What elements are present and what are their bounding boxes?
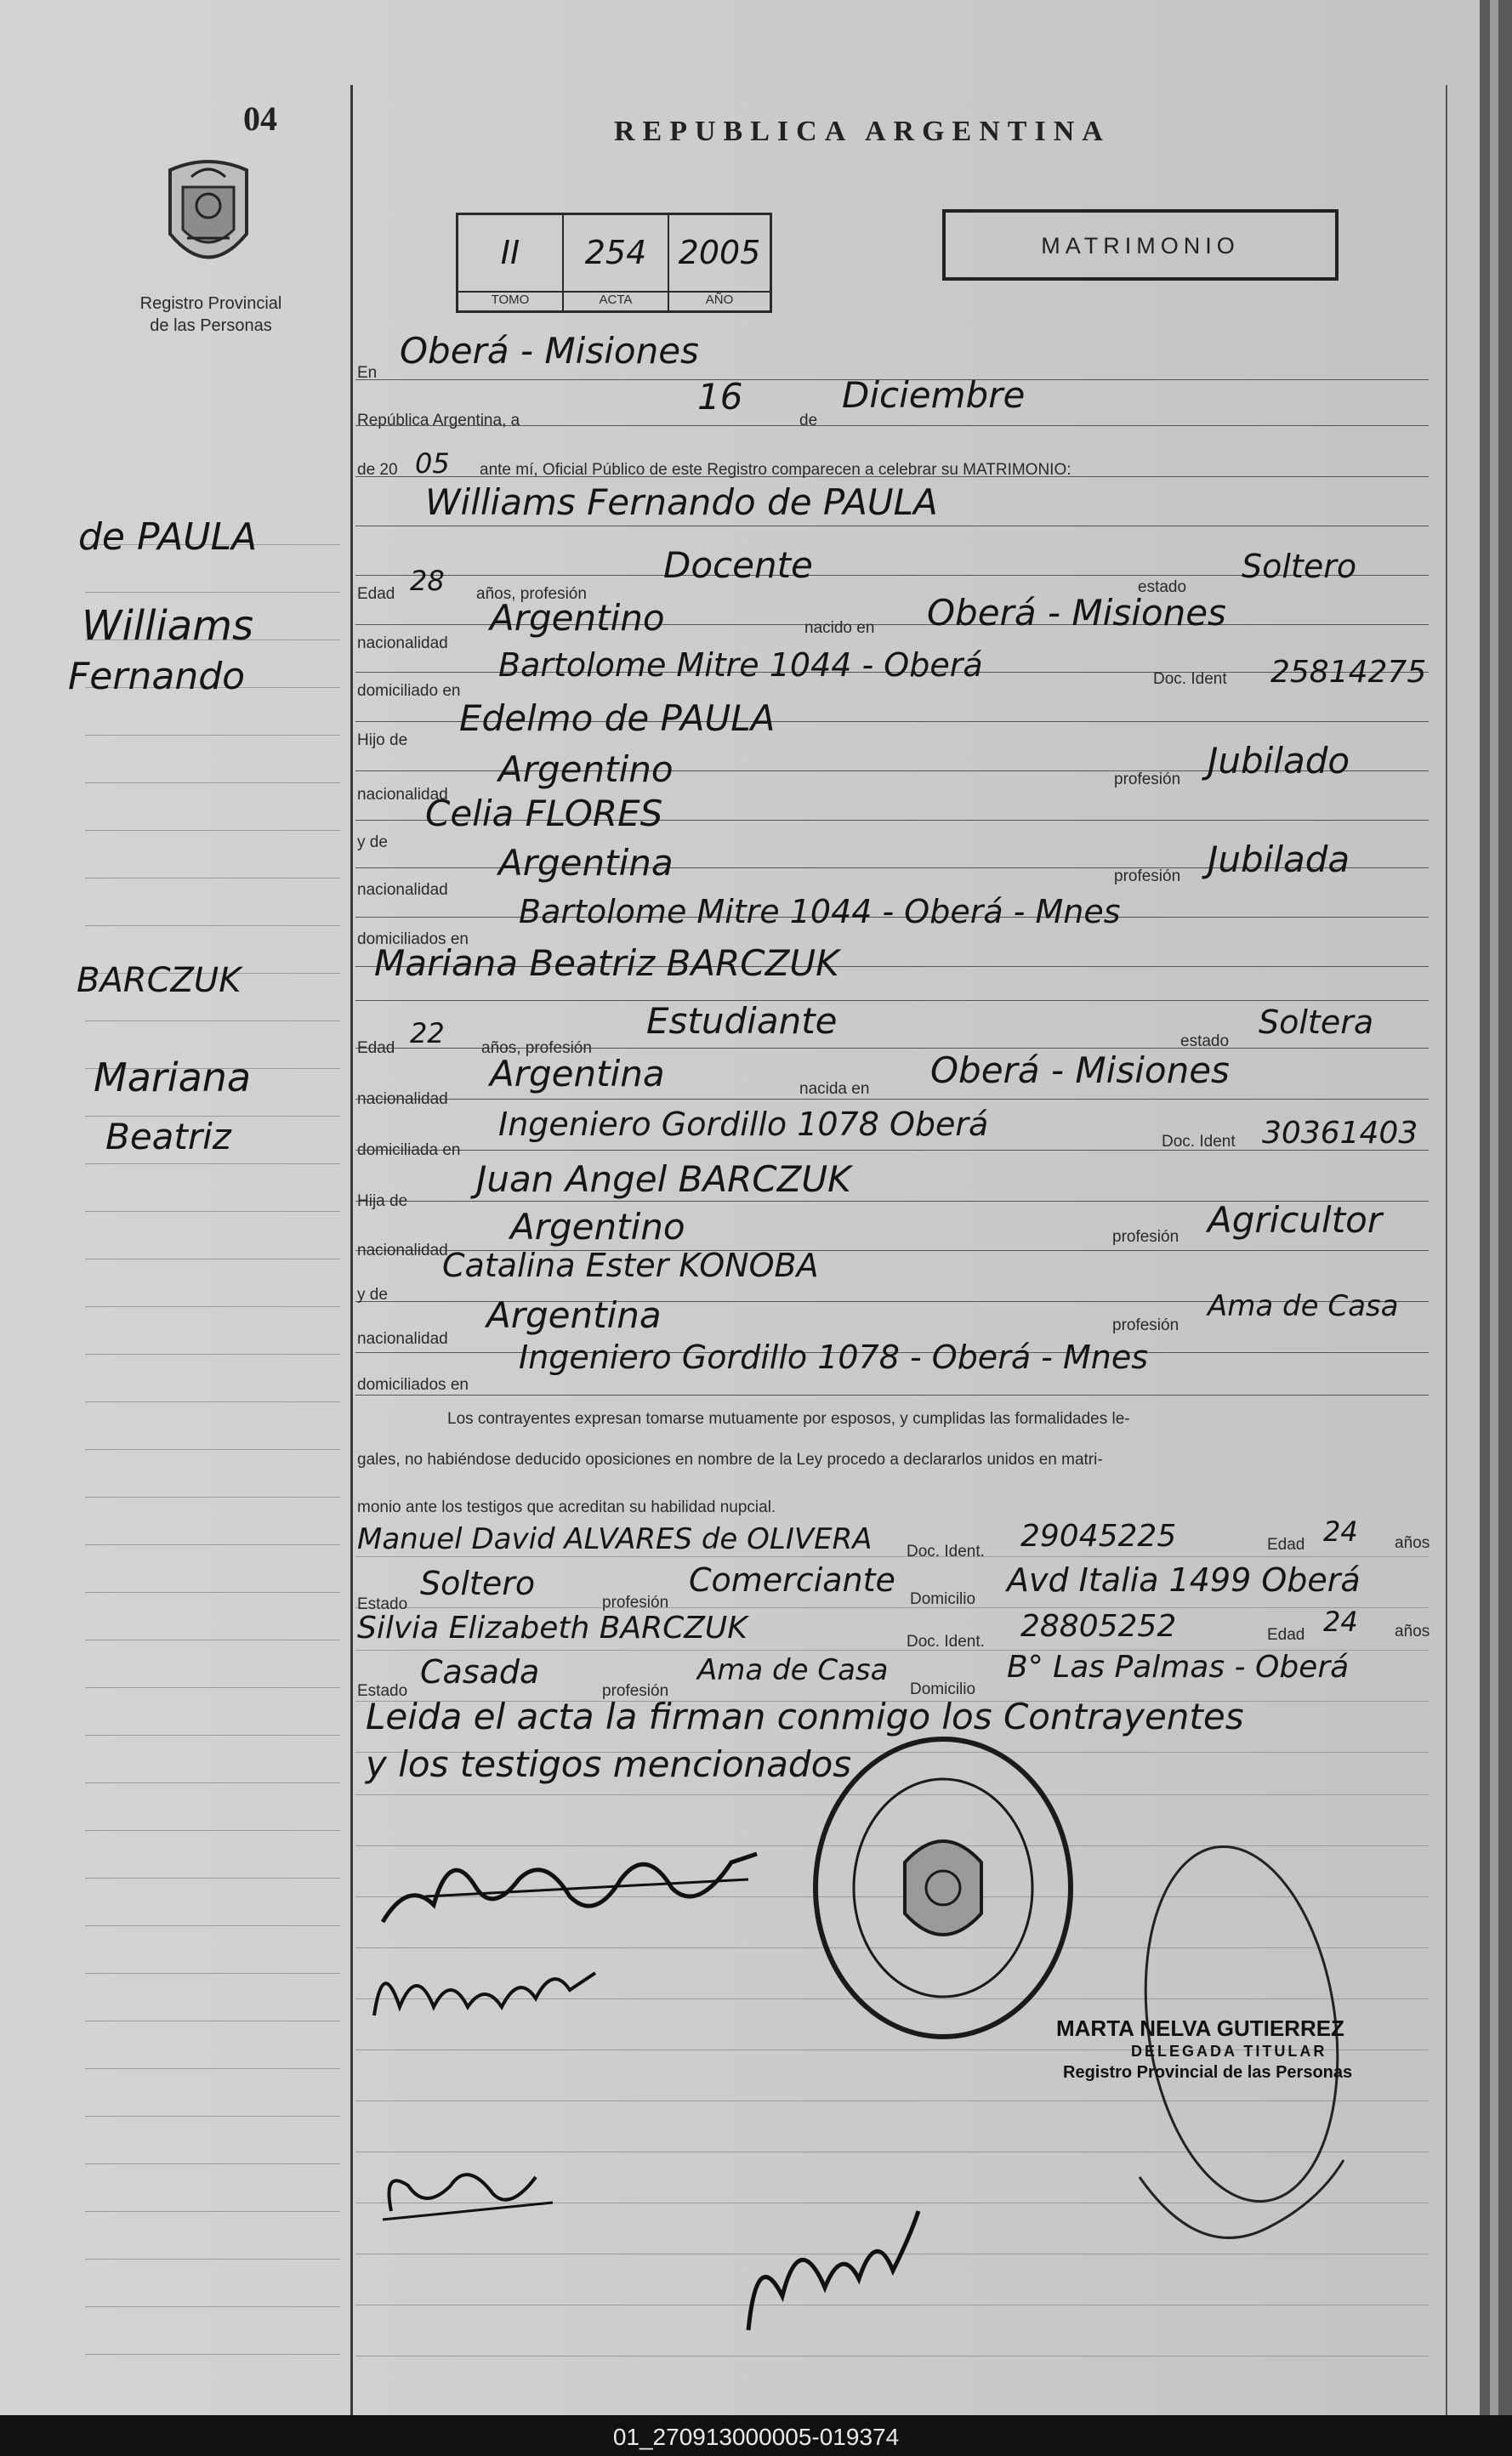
- official-signature-icon: [1131, 2143, 1352, 2266]
- label-estado: Estado: [357, 1682, 408, 1700]
- label-estado: estado: [1138, 578, 1187, 596]
- margin-bride-name1: Mariana: [94, 1055, 252, 1100]
- ruled-line-left: [85, 1401, 340, 1402]
- label-domiciliados-en: domiciliados en: [357, 1376, 469, 1394]
- label-nacido-en: nacido en: [804, 619, 875, 637]
- ruled-line-left: [85, 2306, 340, 2307]
- closing-text-line2: gales, no habiéndose deducido oposiciones en nombre de la Ley procedo a declararlos unidos en matri-: [357, 1451, 1103, 1469]
- bride-mother: Catalina Ester KONOBA: [442, 1247, 819, 1284]
- scan-footer: [0, 2415, 1512, 2456]
- label-domiciliados-en: domiciliados en: [357, 930, 469, 948]
- groom-father-profession: Jubilado: [1208, 740, 1350, 782]
- acta-label: ACTA: [564, 291, 668, 307]
- label-edad: Edad: [1267, 1536, 1305, 1554]
- label-estado: Estado: [357, 1595, 408, 1613]
- label-intro: ante mí, Oficial Público de este Registro comparecen a celebrar su MATRIMONIO:: [480, 461, 1071, 479]
- label-edad: Edad: [1267, 1626, 1305, 1644]
- official-seal-icon: [803, 1726, 1083, 2054]
- bride-signature-icon: [366, 1939, 604, 2037]
- anio-label: AÑO: [669, 291, 770, 307]
- ruled-line-left: [85, 2163, 340, 2164]
- margin-groom-name1: Williams: [82, 602, 253, 650]
- witness1-civil-status: Soltero: [420, 1565, 536, 1602]
- month-value: Diciembre: [842, 374, 1026, 416]
- label-profesion: profesión: [1112, 1228, 1179, 1246]
- page-title: REPUBLICA ARGENTINA: [614, 116, 1111, 147]
- groom-civil-status: Soltero: [1242, 548, 1357, 585]
- label-anios-profesion: años, profesión: [476, 585, 587, 603]
- anio-value: 2005: [678, 234, 761, 271]
- acta-cell: [564, 215, 669, 310]
- label-profesion: profesión: [1114, 770, 1181, 788]
- bride-age: 22: [410, 1017, 445, 1049]
- ruled-line-left: [85, 1878, 340, 1879]
- label-estado: estado: [1180, 1032, 1230, 1050]
- act-type-box: [942, 209, 1339, 281]
- label-edad: Edad: [357, 585, 395, 603]
- page-number: 04: [243, 99, 277, 138]
- witness2-name: Silvia Elizabeth BARCZUK: [357, 1611, 747, 1646]
- label-domiciliada-en: domiciliada en: [357, 1141, 461, 1159]
- ruled-line-left: [85, 1782, 340, 1783]
- witness1-address: Avd Italia 1499 Oberá: [1007, 1561, 1361, 1599]
- ruled-line-body: [355, 1556, 1429, 1557]
- registry-name-line2: de las Personas: [150, 316, 272, 335]
- bride-parents-address: Ingeniero Gordillo 1078 - Oberá - Mnes: [519, 1339, 1149, 1376]
- groom-profession: Docente: [663, 544, 813, 586]
- ruled-line-body: [355, 2356, 1429, 2357]
- label-domicilio: Domicilio: [910, 1590, 976, 1608]
- witness2-doc: 28805252: [1020, 1609, 1177, 1644]
- bride-birthplace: Oberá - Misiones: [930, 1049, 1230, 1091]
- bride-full-name: Mariana Beatriz BARCZUK: [374, 942, 839, 984]
- day-value: 16: [697, 376, 743, 418]
- groom-mother-profession: Jubilada: [1208, 839, 1350, 880]
- witness1-name: Manuel David ALVARES de OLIVERA: [357, 1522, 873, 1556]
- closing-text-line3: monio ante los testigos que acreditan su habilidad nupcial.: [357, 1498, 776, 1516]
- groom-signature-icon: [374, 1828, 765, 1943]
- label-doc-ident: Doc. Ident: [1153, 670, 1227, 688]
- ruled-line-left: [85, 1020, 340, 1021]
- bride-father-profession: Agricultor: [1208, 1199, 1383, 1241]
- label-anios: años: [1395, 1623, 1430, 1640]
- witness2-profession: Ama de Casa: [697, 1653, 889, 1687]
- ruled-line-left: [85, 925, 340, 926]
- witness1-signature-icon: [374, 2143, 561, 2232]
- margin-groom-name2: Fernando: [68, 655, 246, 698]
- ruled-line-body: [355, 1099, 1429, 1100]
- anio-cell: [669, 215, 770, 310]
- witness1-profession: Comerciante: [689, 1561, 895, 1599]
- label-doc-ident: Doc. Ident.: [907, 1543, 985, 1561]
- bride-mother-nationality: Argentina: [486, 1294, 662, 1336]
- label-doc-ident: Doc. Ident.: [907, 1633, 985, 1651]
- label-anios: años: [1395, 1534, 1430, 1552]
- coat-of-arms-icon: [153, 153, 264, 285]
- label-nacida-en: nacida en: [799, 1080, 870, 1098]
- right-margin-line: [1446, 85, 1447, 2415]
- ruled-line-body: [355, 1395, 1429, 1396]
- page-edge-highlight: [1490, 0, 1498, 2415]
- label-profesion: profesión: [1114, 867, 1181, 885]
- official-role: DELEGADA TITULAR: [1131, 2043, 1327, 2060]
- bride-profession: Estudiante: [646, 1000, 838, 1042]
- bride-father-nationality: Argentino: [510, 1206, 685, 1248]
- bride-address: Ingeniero Gordillo 1078 Oberá: [498, 1106, 989, 1143]
- place-value: Oberá - Misiones: [400, 330, 699, 372]
- ruled-line-left: [85, 782, 340, 783]
- label-y-de: y de: [357, 1286, 388, 1304]
- margin-bride-surname: BARCZUK: [77, 961, 242, 1000]
- label-doc-ident: Doc. Ident: [1162, 1133, 1236, 1151]
- ruled-line-left: [85, 1592, 340, 1593]
- ruled-line-left: [85, 1735, 340, 1736]
- label-nacionalidad: nacionalidad: [357, 1090, 448, 1108]
- official-name: MARTA NELVA GUTIERREZ: [1056, 2015, 1344, 2041]
- ruled-line-left: [85, 2259, 340, 2260]
- ruled-line-left: [85, 1449, 340, 1450]
- witness2-signature-icon: [731, 2194, 935, 2343]
- bride-doc-number: 30361403: [1262, 1116, 1418, 1151]
- witness1-doc: 29045225: [1020, 1519, 1177, 1554]
- tomo-cell: [458, 215, 564, 310]
- groom-mother-nationality: Argentina: [498, 842, 674, 884]
- bride-mother-profession: Ama de Casa: [1208, 1289, 1399, 1323]
- bride-father: Juan Angel BARCZUK: [476, 1158, 851, 1200]
- label-y-de: y de: [357, 833, 388, 851]
- margin-groom-surname: de PAULA: [78, 515, 258, 559]
- groom-full-name: Williams Fernando de PAULA: [425, 481, 938, 523]
- label-profesion: profesión: [602, 1682, 669, 1700]
- margin-bride-name2: Beatriz: [105, 1116, 231, 1157]
- tomo-value: II: [500, 234, 520, 271]
- witness2-age: 24: [1323, 1606, 1358, 1638]
- groom-age: 28: [410, 565, 445, 597]
- ruled-line-left: [85, 1687, 340, 1688]
- ruled-line-left: [85, 1830, 340, 1831]
- ruled-line-body: [355, 1607, 1429, 1608]
- act-type-label: MATRIMONIO: [1041, 233, 1240, 259]
- ruled-line-left: [85, 1354, 340, 1355]
- witness2-civil-status: Casada: [420, 1653, 540, 1691]
- groom-mother: Celia FLORES: [425, 793, 663, 834]
- label-nacionalidad: nacionalidad: [357, 881, 448, 899]
- ruled-line-left: [85, 2116, 340, 2117]
- label-anios-profesion: años, profesión: [481, 1039, 592, 1057]
- closing-handwritten-line2: y los testigos mencionados: [366, 1743, 852, 1785]
- label-en: En: [357, 364, 378, 382]
- groom-nationality: Argentino: [490, 597, 665, 639]
- label-nacionalidad: nacionalidad: [357, 1242, 448, 1259]
- groom-doc-number: 25814275: [1270, 655, 1427, 690]
- witness2-address: B° Las Palmas - Oberá: [1007, 1650, 1350, 1685]
- label-nacionalidad: nacionalidad: [357, 1330, 448, 1348]
- groom-father-nationality: Argentino: [498, 748, 674, 790]
- closing-text-line1: Los contrayentes expresan tomarse mutuamente por esposos, y cumplidas las formalidades le-: [447, 1410, 1130, 1428]
- ruled-line-left: [85, 1925, 340, 1926]
- act-reference-box: [456, 213, 772, 313]
- label-domiciliado-en: domiciliado en: [357, 682, 461, 700]
- label-republica: República Argentina, a: [357, 412, 520, 429]
- ruled-line-body: [355, 1000, 1429, 1001]
- margin-line: [350, 85, 353, 2415]
- closing-handwritten-line1: Leida el acta la firman conmigo los Contrayentes: [366, 1696, 1244, 1737]
- ruled-line-left: [85, 1497, 340, 1498]
- label-edad: Edad: [357, 1039, 395, 1057]
- ruled-line-left: [85, 1163, 340, 1164]
- label-hija-de: Hija de: [357, 1192, 408, 1210]
- ruled-line-left: [85, 1544, 340, 1545]
- registry-name-line1: Registro Provincial: [139, 294, 282, 313]
- label-de: de: [799, 412, 818, 429]
- ruled-line-left: [85, 1306, 340, 1307]
- label-profesion: profesión: [1112, 1316, 1179, 1334]
- groom-parents-address: Bartolome Mitre 1044 - Oberá - Mnes: [519, 893, 1121, 930]
- label-de-20: de 20: [357, 461, 398, 479]
- bride-civil-status: Soltera: [1259, 1003, 1374, 1041]
- year-suffix-value: 05: [415, 447, 450, 480]
- acta-value: 254: [584, 234, 647, 271]
- ruled-line-left: [85, 1973, 340, 1974]
- label-profesion: profesión: [602, 1594, 669, 1612]
- label-nacionalidad: nacionalidad: [357, 634, 448, 652]
- label-domicilio: Domicilio: [910, 1680, 976, 1698]
- ruled-line-left: [85, 735, 340, 736]
- ruled-line-left: [85, 2068, 340, 2069]
- tomo-label: TOMO: [458, 291, 562, 307]
- ruled-line-left: [85, 592, 340, 593]
- label-nacionalidad: nacionalidad: [357, 786, 448, 804]
- official-office: Registro Provincial de las Personas: [1063, 2063, 1353, 2082]
- label-hijo-de: Hijo de: [357, 731, 408, 749]
- ruled-line-left: [85, 2354, 340, 2355]
- ruled-line-left: [85, 830, 340, 831]
- groom-father: Edelmo de PAULA: [459, 697, 776, 739]
- ruled-line-left: [85, 1211, 340, 1212]
- groom-address: Bartolome Mitre 1044 - Oberá: [498, 646, 983, 684]
- ruled-line-left: [85, 2211, 340, 2212]
- scan-identifier: 01_270913000005-019374: [612, 2424, 900, 2450]
- bride-nationality: Argentina: [490, 1053, 665, 1094]
- witness1-age: 24: [1323, 1515, 1358, 1548]
- groom-birthplace: Oberá - Misiones: [927, 592, 1226, 634]
